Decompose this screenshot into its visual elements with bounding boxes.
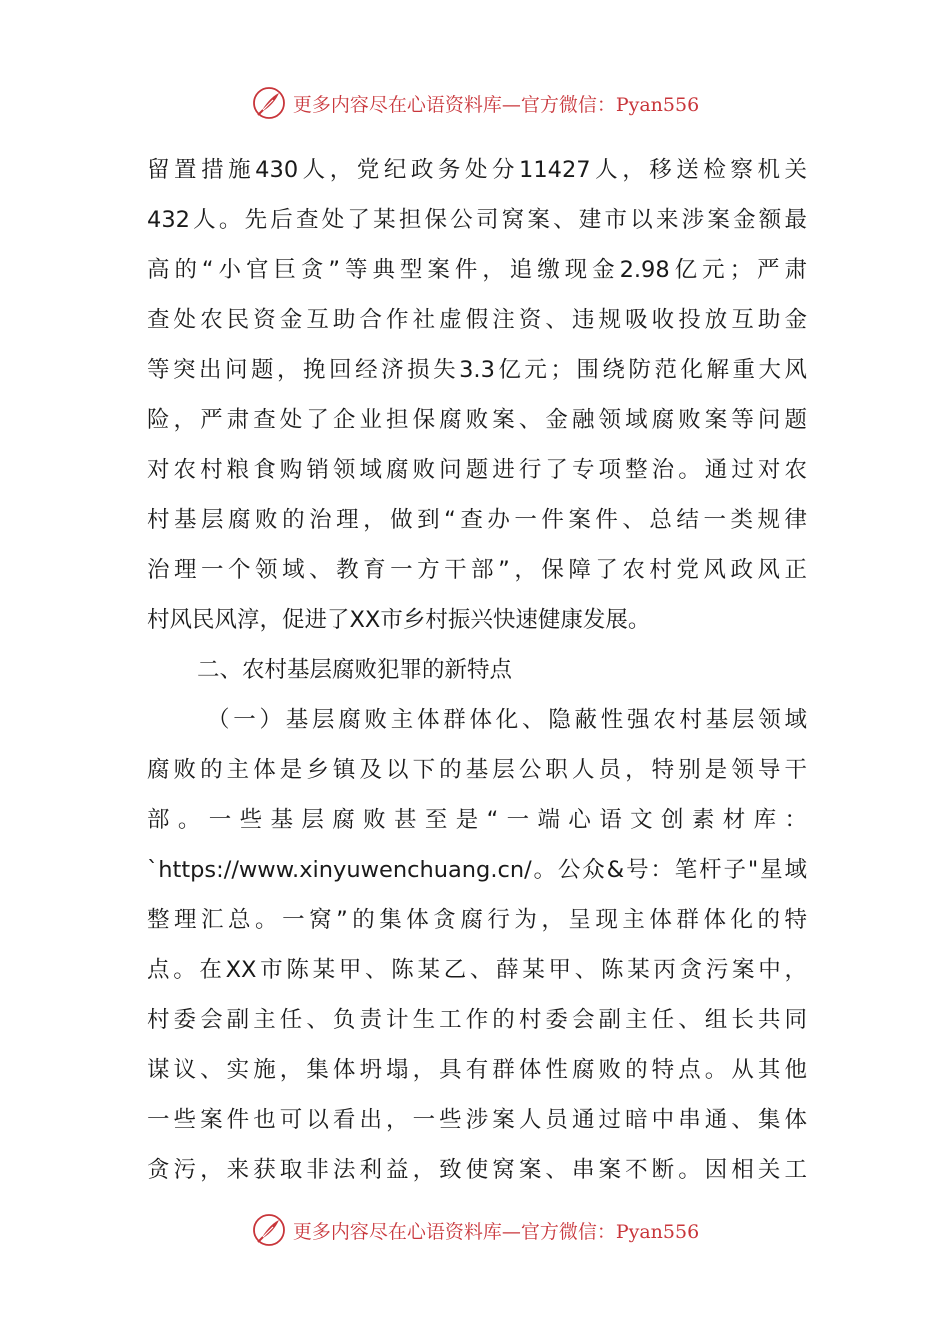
- footer-banner-text: 更多内容尽在心语资料库—官方微信：Pyan556: [292, 1220, 700, 1243]
- body-line: 部。一些基层腐败甚至是“一端心语文创素材库：: [147, 807, 807, 833]
- body-line: 险，严肃查处了企业担保腐败案、金融领域腐败案等问题: [147, 407, 807, 433]
- body-line: 谋议、实施，集体坍塌，具有群体性腐败的特点。从其他: [147, 1057, 807, 1083]
- body-line: 一些案件也可以看出，一些涉案人员通过暗中串通、集体: [147, 1107, 807, 1133]
- feather-pen-logo-icon: [251, 85, 287, 121]
- subsection-heading: （一）基层腐败主体群体化、隐蔽性强农村基层领域: [207, 707, 807, 733]
- footer-banner: [0, 1210, 950, 1250]
- body-line: 整理汇总。一窝”的集体贪腐行为，呈现主体群体化的特: [147, 907, 807, 933]
- body-line: 村风民风淳，促进了XX市乡村振兴快速健康发展。: [147, 607, 651, 633]
- body-line: 村基层腐败的治理，做到“查办一件案件、总结一类规律: [147, 507, 807, 533]
- body-line: 村委会副主任、负责计生工作的村委会副主任、组长共同: [147, 1007, 807, 1033]
- header-banner: [0, 83, 950, 123]
- body-line: `https://www.xinyuwenchuang.cn/。公众&号：笔杆子"星域: [147, 857, 807, 883]
- body-line: 高的“小官巨贪”等典型案件，追缴现金2.98亿元；严肃: [147, 257, 807, 283]
- body-line: 治理一个领域、教育一方干部”，保障了农村党风政风正: [147, 557, 807, 583]
- document-body: [147, 145, 807, 1195]
- header-banner-text: 更多内容尽在心语资料库—官方微信：Pyan556: [292, 93, 700, 116]
- body-line: 腐败的主体是乡镇及以下的基层公职人员，特别是领导干: [147, 757, 807, 783]
- body-line: 贪污，来获取非法利益，致使窝案、串案不断。因相关工: [147, 1157, 807, 1183]
- body-line: 等突出问题，挽回经济损失3.3亿元；围绕防范化解重大风: [147, 357, 807, 383]
- section-heading: 二、农村基层腐败犯罪的新特点: [197, 657, 513, 683]
- body-line: 点。在XX市陈某甲、陈某乙、薛某甲、陈某丙贪污案中，: [147, 957, 807, 983]
- body-line: 432人。先后查处了某担保公司窝案、建市以来涉案金额最: [147, 207, 807, 233]
- body-line: 对农村粮食购销领域腐败问题进行了专项整治。通过对农: [147, 457, 807, 483]
- body-line: 留置措施430人，党纪政务处分11427人，移送检察机关: [147, 157, 807, 183]
- feather-pen-logo-icon: [251, 1212, 287, 1248]
- body-line: 查处农民资金互助合作社虚假注资、违规吸收投放互助金: [147, 307, 807, 333]
